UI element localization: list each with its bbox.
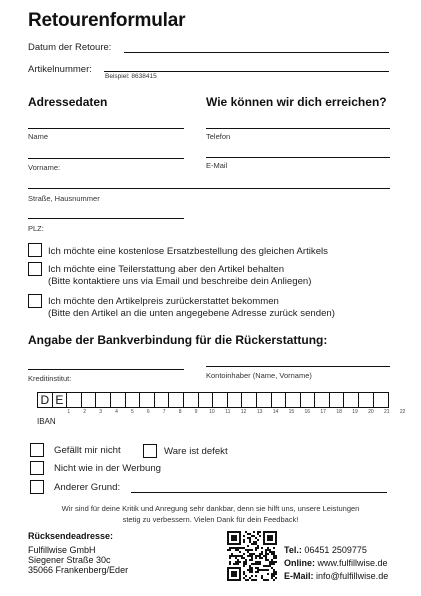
- iban-prefix-cell[interactable]: E: [53, 393, 68, 407]
- option-partial-refund-note: (Bitte kontaktiere uns via Email und beschreibe dein Anliegen): [48, 276, 312, 287]
- iban-digit-cell[interactable]: [111, 393, 126, 407]
- iban-digit-cell[interactable]: [126, 393, 141, 407]
- date-label: Datum der Retoure:: [28, 42, 112, 53]
- iban-digit-cell[interactable]: [96, 393, 111, 407]
- phone-label: Telefon: [206, 132, 231, 141]
- reach-heading: Wie können wir dich erreichen?: [206, 95, 387, 109]
- reason-other-field[interactable]: [131, 492, 387, 493]
- qr-code-icon: [227, 531, 277, 581]
- iban-digit-cell[interactable]: [169, 393, 184, 407]
- reason-not-liked-checkbox[interactable]: [30, 443, 44, 457]
- phone-field[interactable]: [206, 128, 390, 129]
- iban-position-number: 4: [115, 409, 118, 415]
- iban-digit-cell[interactable]: [359, 393, 374, 407]
- reason-not-as-ad-checkbox[interactable]: [30, 461, 44, 475]
- name-field[interactable]: [28, 128, 184, 129]
- iban-position-number: 10: [209, 409, 215, 415]
- iban-digit-cell[interactable]: [140, 393, 155, 407]
- option-full-refund-note: (Bitte den Artikel an die unten angegebene Adresse zurück senden): [48, 308, 335, 319]
- iban-digit-cell[interactable]: [242, 393, 257, 407]
- street-label: Straße, Hausnummer: [28, 194, 100, 203]
- iban-digit-cell[interactable]: [286, 393, 301, 407]
- option-replacement-text: Ich möchte eine kostenlose Ersatzbestellung des gleichen Artikels: [48, 246, 328, 257]
- iban-position-number: 5: [131, 409, 134, 415]
- firstname-field[interactable]: [28, 158, 184, 159]
- iban-field[interactable]: [37, 392, 389, 408]
- zip-field[interactable]: [28, 218, 184, 219]
- article-field[interactable]: [104, 71, 389, 72]
- iban-position-number: 16: [304, 409, 311, 415]
- iban-digit-cell[interactable]: [228, 393, 243, 407]
- return-address-street: Siegener Straße 30c: [28, 555, 111, 565]
- iban-position-number: 3: [99, 409, 102, 415]
- email-label: E-Mail: [206, 161, 228, 170]
- iban-position-number: 11: [225, 409, 231, 415]
- option-replacement-checkbox[interactable]: [28, 243, 42, 257]
- iban-position-number: 7: [162, 409, 166, 415]
- iban-digit-cell[interactable]: [272, 393, 287, 407]
- bank-heading: Angabe der Bankverbindung für die Rückerstattung:: [28, 333, 328, 347]
- iban-position-number: 8: [178, 409, 182, 415]
- name-label: Name: [28, 132, 49, 141]
- contact-email-value[interactable]: info@fulfillwise.de: [316, 571, 389, 581]
- iban-digit-cell[interactable]: [257, 393, 272, 407]
- institute-label: Kreditinstitut:: [28, 374, 72, 383]
- option-full-refund-checkbox[interactable]: [28, 294, 42, 308]
- institute-field[interactable]: [28, 369, 184, 370]
- iban-digit-cell[interactable]: [199, 393, 214, 407]
- reason-not-as-ad-text: Nicht wie in der Werbung: [54, 463, 162, 474]
- return-address-heading: Rücksendeadresse:: [28, 531, 114, 541]
- iban-position-number: 9: [194, 409, 198, 415]
- article-example: Beispiel: 8638415: [105, 73, 157, 80]
- feedback-line-2: stetig zu verbessern. Vielen Dank für dein Feedback!: [122, 515, 299, 524]
- reason-other-checkbox[interactable]: [30, 480, 44, 494]
- reason-defective-checkbox[interactable]: [143, 444, 157, 458]
- iban-digit-cell[interactable]: [184, 393, 199, 407]
- iban-digit-cell[interactable]: [213, 393, 228, 407]
- contact-phone: [284, 544, 367, 557]
- iban-position-number: 17: [320, 409, 326, 415]
- contact-online-label: Online:: [284, 558, 315, 568]
- date-field[interactable]: [124, 52, 389, 53]
- contact-phone-label: Tel.:: [284, 545, 302, 555]
- iban-digit-cell[interactable]: [67, 393, 82, 407]
- iban-position-number: 13: [256, 409, 263, 415]
- iban-position-number: 12: [240, 409, 247, 415]
- firstname-label: Vorname:: [28, 163, 61, 172]
- iban-digit-cell[interactable]: [374, 393, 389, 407]
- holder-label: Kontoinhaber (Name, Vorname): [206, 371, 312, 380]
- iban-digit-cell[interactable]: [315, 393, 330, 407]
- iban-position-number: 6: [146, 409, 150, 415]
- iban-position-number: 14: [272, 409, 279, 415]
- iban-digit-cell[interactable]: [301, 393, 316, 407]
- iban-digit-cell[interactable]: [82, 393, 97, 407]
- contact-email: [284, 570, 388, 583]
- contact-online: [284, 557, 388, 570]
- option-full-refund-text: Ich möchte den Artikelpreis zurückerstattet bekommen: [48, 296, 279, 307]
- iban-position-number: 2: [83, 409, 87, 415]
- contact-phone-value: 06451 2509775: [304, 545, 367, 555]
- feedback-line-1: Wir sind für deine Kritik und Anregung sehr dankbar, denn sie hilft uns, unsere Leistungen: [61, 504, 360, 513]
- contact-online-value[interactable]: www.fulfillwise.de: [317, 558, 388, 568]
- option-partial-refund-checkbox[interactable]: [28, 262, 42, 276]
- iban-position-number: 19: [352, 409, 358, 415]
- reason-other-text: Anderer Grund:: [54, 482, 121, 493]
- iban-position-number: 21: [384, 409, 390, 415]
- iban-position-number: 15: [288, 409, 295, 415]
- address-heading: Adressedaten: [28, 95, 108, 109]
- reason-not-liked-text: Gefällt mir nicht: [54, 445, 121, 456]
- return-address-company: Fulfillwise GmbH: [28, 545, 96, 555]
- iban-position-number: 18: [336, 409, 342, 415]
- article-label: Artikelnummer:: [28, 64, 92, 75]
- option-partial-refund-text: Ich möchte eine Teilerstattung aber den Artikel behalten: [48, 264, 285, 275]
- iban-position-number: 1: [67, 409, 71, 415]
- zip-label: PLZ:: [28, 224, 44, 233]
- holder-field[interactable]: [206, 366, 390, 367]
- page-title: Retourenformular: [28, 10, 186, 31]
- street-field[interactable]: [28, 188, 390, 189]
- iban-position-number: 22: [399, 409, 406, 415]
- return-address-city: 35066 Frankenberg/Eder: [28, 565, 129, 575]
- iban-digit-cell[interactable]: [344, 393, 359, 407]
- iban-position-number: 20: [368, 409, 374, 415]
- iban-label: IBAN: [37, 417, 56, 426]
- reason-defective-text: Ware ist defekt: [164, 446, 228, 457]
- iban-digit-cell[interactable]: [330, 393, 345, 407]
- iban-prefix-cell[interactable]: D: [38, 393, 53, 407]
- email-field[interactable]: [206, 157, 390, 158]
- iban-digit-cell[interactable]: [155, 393, 170, 407]
- contact-email-label: E-Mail:: [284, 571, 314, 581]
